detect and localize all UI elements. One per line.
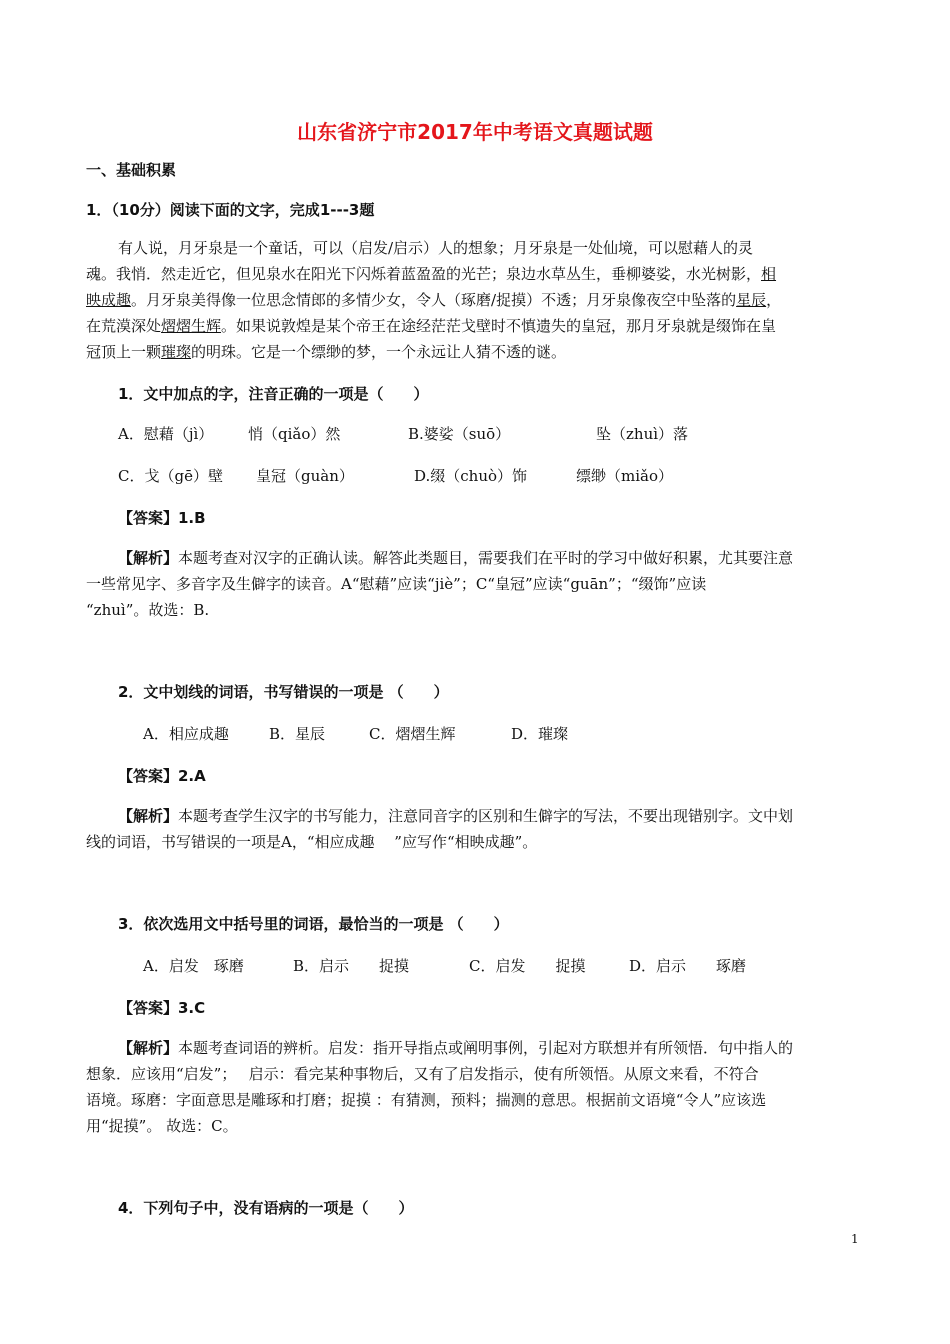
analysis-line: 用“捉摸”。 故选：C。	[86, 1117, 238, 1135]
option-c2: 皇冠（guàn）	[256, 467, 354, 485]
option-a: A．启发 琢磨	[143, 957, 244, 975]
analysis-line	[118, 546, 898, 570]
analysis-line	[118, 804, 898, 828]
options-row	[118, 422, 898, 446]
analysis-line: 线的词语，书写错误的一项是A，“相应成趣 ”应写作“相映成趣”。	[86, 833, 538, 851]
passage-text: 在荒漠深处	[86, 317, 162, 335]
passage-line	[86, 340, 866, 364]
passage-text: 魂。我悄．然走近它，但见泉水在阳光下闪烁着蓝盈盈的光芒；泉边水草丛生，垂柳婆娑，水光树影，	[86, 265, 762, 283]
option-c: C．熠熠生辉	[369, 725, 456, 743]
underlined-word: 星辰	[736, 291, 767, 309]
document-title: 山东省济宁市2017年中考语文真题试题	[297, 120, 653, 144]
passage-text: 的明珠。它是一个缥缈的梦，一个永远让人猜不透的谜。	[191, 343, 567, 361]
analysis-label: 【解析】	[118, 807, 179, 825]
option-d2: 缥缈（miǎo）	[576, 467, 673, 485]
analysis-line: “zhuì”。故选：B.	[86, 601, 210, 619]
option-d1: D.缀（chuò）饰	[414, 467, 528, 485]
option-a: A．相应成趣	[143, 725, 229, 743]
answer-3: 【答案】3.C	[118, 999, 206, 1017]
option-b: B．启示 捉摸	[293, 957, 410, 975]
question-4: 4．下列句子中，没有语病的一项是（ ）	[118, 1199, 414, 1217]
analysis-line: 一些常见字、多音字及生僻字的读音。A“慰藉”应读“jiè”；C“皇冠”应读“guān”；“缀饰”应读	[86, 575, 707, 593]
option-a2: 悄（qiǎo）然	[248, 425, 341, 443]
answer-2: 【答案】2.A	[118, 767, 206, 785]
analysis-line: 想象．应该用“启发”； 启示：看完某种事物后，又有了启发指示，使有所领悟。从原文来看，不符合	[86, 1065, 759, 1083]
passage-text: 。月牙泉美得像一位思念情郎的多情少女，令人（琢磨/捉摸）不透；月牙泉像夜空中坠落的	[131, 291, 737, 309]
analysis-text: 本题考查词语的辨析。启发：指开导指点或阐明事例，引起对方联想并有所领悟．句中指人的	[178, 1039, 794, 1057]
section-heading: 一、基础积累	[86, 161, 177, 179]
analysis-label: 【解析】	[118, 1039, 179, 1057]
answer-1: 【答案】1.B	[118, 509, 206, 527]
option-d: D．璀璨	[511, 725, 569, 743]
option-b2: 坠（zhuì）落	[596, 425, 689, 443]
page-number: 1	[851, 1232, 859, 1246]
question-2: 2．文中划线的词语，书写错误的一项是 （ ）	[118, 683, 449, 701]
underlined-word: 熠熠生辉	[161, 317, 222, 335]
options-row	[143, 954, 923, 978]
analysis-label: 【解析】	[118, 549, 179, 567]
question-group-header: 1．（10分）阅读下面的文字，完成1---3题	[86, 201, 375, 219]
passage-text: 冠顶上一颗	[86, 343, 162, 361]
passage-text: ，	[766, 291, 782, 309]
underlined-word: 映成趣	[86, 291, 132, 309]
options-row	[118, 464, 898, 488]
option-b1: B.婆娑（suō）	[408, 425, 511, 443]
passage-text: 。如果说敦煌是某个帝王在途经茫茫戈壁时不慎遗失的皇冠，那月牙泉就是缀饰在皇	[221, 317, 777, 335]
option-c1: C．戈（gē）壁	[118, 467, 223, 485]
analysis-text: 本题考查学生汉字的书写能力，注意同音字的区别和生僻字的写法，不要出现错别字。文中划	[178, 807, 794, 825]
analysis-line	[118, 1036, 898, 1060]
question-3: 3．依次选用文中括号里的词语，最恰当的一项是 （ ）	[118, 915, 509, 933]
option-a1: A．慰藉（jì）	[118, 425, 214, 443]
analysis-text: 本题考查对汉字的正确认读。解答此类题目，需要我们在平时的学习中做好积累，尤其要注意	[178, 549, 794, 567]
underlined-word: 相	[761, 265, 777, 283]
passage-line	[86, 262, 866, 286]
analysis-line: 语境。琢磨：字面意思是雕琢和打磨；捉摸 ：有猜测，预料；揣测的意思。根据前文语境“令人”应该选	[86, 1091, 767, 1109]
passage-line: 有人说，月牙泉是一个童话，可以（启发/启示）人的想象；月牙泉是一处仙境，可以慰藉人的灵	[118, 239, 754, 257]
option-c: C．启发 捉摸	[469, 957, 586, 975]
passage-line	[86, 288, 866, 312]
option-b: B．星辰	[269, 725, 326, 743]
options-row	[143, 722, 923, 746]
question-1: 1．文中加点的字，注音正确的一项是（ ）	[118, 385, 429, 403]
underlined-word: 璀璨	[161, 343, 192, 361]
passage-line	[86, 314, 866, 338]
option-d: D．启示 琢磨	[629, 957, 747, 975]
